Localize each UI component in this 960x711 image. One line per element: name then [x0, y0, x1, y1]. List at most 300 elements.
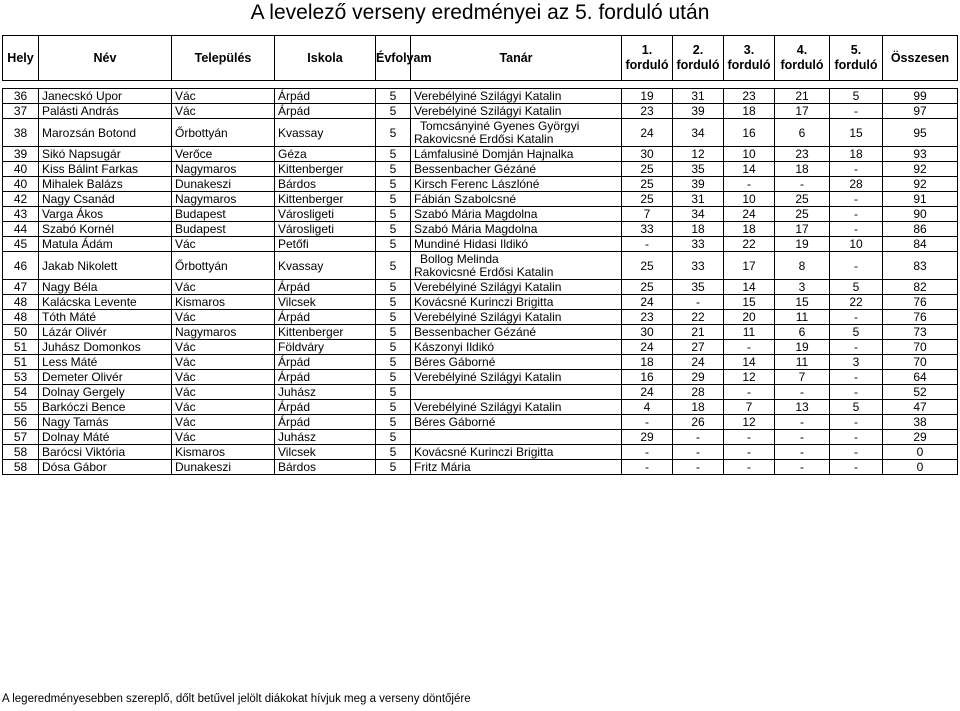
cell-round-5: -	[830, 207, 883, 222]
cell-round-4: 18	[775, 162, 830, 177]
cell-round-3: -	[724, 430, 775, 445]
cell-tanar	[411, 295, 622, 310]
cell-osszesen: 38	[883, 415, 958, 430]
cell-telepules: Vác	[172, 310, 275, 325]
cell-evfolyam: 5	[376, 192, 411, 207]
cell-tanar	[411, 237, 622, 252]
cell-round-1: 24	[622, 340, 673, 355]
cell-osszesen: 0	[883, 445, 958, 460]
cell-tanar	[411, 207, 622, 222]
cell-hely: 55	[3, 400, 39, 415]
cell-evfolyam: 5	[376, 310, 411, 325]
teacher-name: Rakovicsné Erdősi Katalin	[414, 131, 554, 146]
cell-hely: 51	[3, 340, 39, 355]
cell-nev: Dolnay Gergely	[39, 385, 172, 400]
cell-hely: 48	[3, 310, 39, 325]
cell-hely: 42	[3, 192, 39, 207]
header-iskola: Iskola	[275, 36, 376, 81]
teacher-name: Szabó Mária Magdolna	[414, 221, 538, 236]
cell-round-2: 35	[673, 280, 724, 295]
cell-nev: Barkóczi Bence	[39, 400, 172, 415]
cell-iskola: Kittenberger	[275, 162, 376, 177]
teacher-name: Verebélyiné Szilágyi Katalin	[414, 103, 562, 118]
cell-osszesen: 76	[883, 310, 958, 325]
teacher-name: Kászonyi Ildikó	[414, 339, 495, 354]
table-row	[3, 355, 958, 370]
cell-round-2: 27	[673, 340, 724, 355]
cell-telepules: Nagymaros	[172, 162, 275, 177]
table-row	[3, 460, 958, 475]
cell-osszesen: 93	[883, 147, 958, 162]
cell-round-1: 24	[622, 295, 673, 310]
cell-telepules: Dunakeszi	[172, 177, 275, 192]
cell-round-5: -	[830, 340, 883, 355]
cell-hely: 39	[3, 147, 39, 162]
teacher-name: Bollog Melinda	[420, 251, 499, 266]
round-number: 3.	[743, 43, 755, 57]
table-row	[3, 415, 958, 430]
cell-hely: 45	[3, 237, 39, 252]
cell-telepules: Vác	[172, 415, 275, 430]
table-row	[3, 295, 958, 310]
table-row	[3, 119, 958, 147]
cell-round-2: -	[673, 445, 724, 460]
cell-tanar	[411, 252, 622, 280]
table-body	[3, 81, 958, 475]
cell-round-1: -	[622, 460, 673, 475]
cell-round-1: 25	[622, 192, 673, 207]
cell-round-3: -	[724, 385, 775, 400]
cell-round-2: 34	[673, 119, 724, 147]
teacher-name: Verebélyiné Szilágyi Katalin	[414, 279, 562, 294]
cell-round-4: 23	[775, 147, 830, 162]
header-hely: Hely	[3, 36, 39, 81]
cell-round-5: -	[830, 370, 883, 385]
cell-round-3: 11	[724, 325, 775, 340]
header-spacer-row	[3, 81, 958, 89]
cell-round-4: 19	[775, 237, 830, 252]
cell-round-1: 33	[622, 222, 673, 237]
cell-round-5: -	[830, 192, 883, 207]
teacher-name: Fábián Szabolcsné	[414, 191, 517, 206]
teacher-name: Szabó Mária Magdolna	[414, 206, 538, 221]
cell-round-3: 12	[724, 415, 775, 430]
round-word: forduló	[727, 58, 771, 72]
cell-round-5: 5	[830, 325, 883, 340]
cell-nev: Less Máté	[39, 355, 172, 370]
cell-round-3: 7	[724, 400, 775, 415]
cell-nev: Szabó Kornél	[39, 222, 172, 237]
cell-osszesen: 0	[883, 460, 958, 475]
cell-round-1: 25	[622, 252, 673, 280]
cell-round-1: 24	[622, 119, 673, 147]
round-word: forduló	[625, 58, 669, 72]
cell-round-4: -	[775, 415, 830, 430]
cell-iskola: Vilcsek	[275, 445, 376, 460]
cell-iskola: Kittenberger	[275, 325, 376, 340]
teacher-name: Bessenbacher Gézáné	[414, 324, 537, 339]
cell-round-2: -	[673, 295, 724, 310]
cell-evfolyam: 5	[376, 252, 411, 280]
cell-round-4: 13	[775, 400, 830, 415]
cell-hely: 40	[3, 162, 39, 177]
table-row	[3, 162, 958, 177]
cell-round-2: 18	[673, 222, 724, 237]
cell-nev: Dolnay Máté	[39, 430, 172, 445]
cell-round-3: -	[724, 445, 775, 460]
cell-iskola: Petőfi	[275, 237, 376, 252]
cell-iskola: Árpád	[275, 310, 376, 325]
cell-osszesen: 97	[883, 104, 958, 119]
cell-nev: Juhász Domonkos	[39, 340, 172, 355]
cell-round-1: 23	[622, 104, 673, 119]
cell-round-3: 10	[724, 147, 775, 162]
cell-nev: Janecskó Upor	[39, 89, 172, 104]
cell-tanar	[411, 430, 622, 445]
cell-hely: 56	[3, 415, 39, 430]
footnote: A legeredményesebben szereplő, dőlt betűvel jelölt diákokat hívjuk meg a verseny döntőjére	[2, 693, 471, 705]
cell-osszesen: 70	[883, 355, 958, 370]
cell-round-5: -	[830, 385, 883, 400]
cell-hely: 46	[3, 252, 39, 280]
cell-round-2: 33	[673, 237, 724, 252]
cell-round-1: 4	[622, 400, 673, 415]
cell-round-1: -	[622, 415, 673, 430]
cell-round-3: 24	[724, 207, 775, 222]
cell-osszesen: 76	[883, 295, 958, 310]
cell-round-5: -	[830, 104, 883, 119]
cell-tanar	[411, 385, 622, 400]
teacher-name: Kovácsné Kurinczi Brigitta	[414, 444, 554, 459]
cell-telepules: Vác	[172, 355, 275, 370]
cell-tanar	[411, 400, 622, 415]
table-row	[3, 207, 958, 222]
cell-round-2: -	[673, 460, 724, 475]
cell-iskola: Földváry	[275, 340, 376, 355]
cell-round-5: -	[830, 445, 883, 460]
cell-round-5: -	[830, 222, 883, 237]
cell-tanar	[411, 355, 622, 370]
teacher-name: Bessenbacher Gézáné	[414, 161, 537, 176]
cell-osszesen: 90	[883, 207, 958, 222]
table-row	[3, 222, 958, 237]
cell-round-1: 30	[622, 325, 673, 340]
cell-evfolyam: 5	[376, 370, 411, 385]
cell-round-4: -	[775, 460, 830, 475]
cell-hely: 50	[3, 325, 39, 340]
cell-tanar	[411, 162, 622, 177]
cell-round-3: 14	[724, 280, 775, 295]
cell-evfolyam: 5	[376, 340, 411, 355]
cell-round-4: 3	[775, 280, 830, 295]
cell-round-5: 28	[830, 177, 883, 192]
teacher-name: Rakovicsné Erdősi Katalin	[414, 264, 554, 279]
cell-tanar	[411, 325, 622, 340]
cell-round-4: 6	[775, 119, 830, 147]
teacher-name: Lámfalusiné Domján Hajnalka	[414, 146, 574, 161]
cell-telepules: Őrbottyán	[172, 119, 275, 147]
cell-hely: 57	[3, 430, 39, 445]
cell-round-2: -	[673, 430, 724, 445]
cell-round-5: 5	[830, 280, 883, 295]
header-row	[3, 36, 958, 81]
cell-round-3: 15	[724, 295, 775, 310]
cell-tanar	[411, 147, 622, 162]
cell-iskola: Városligeti	[275, 207, 376, 222]
cell-osszesen: 99	[883, 89, 958, 104]
cell-round-4: 17	[775, 104, 830, 119]
cell-telepules: Vác	[172, 280, 275, 295]
cell-round-2: 22	[673, 310, 724, 325]
table-row	[3, 385, 958, 400]
cell-round-1: 29	[622, 430, 673, 445]
cell-tanar	[411, 340, 622, 355]
cell-evfolyam: 5	[376, 445, 411, 460]
header-osszesen: Összesen	[883, 36, 958, 81]
cell-iskola: Bárdos	[275, 177, 376, 192]
cell-telepules: Budapest	[172, 207, 275, 222]
cell-round-3: 20	[724, 310, 775, 325]
cell-round-4: -	[775, 385, 830, 400]
cell-hely: 58	[3, 460, 39, 475]
teacher-name: Kirsch Ferenc Lászlóné	[414, 176, 540, 191]
cell-nev: Kalácska Levente	[39, 295, 172, 310]
cell-round-5: 5	[830, 89, 883, 104]
results-table	[2, 35, 958, 475]
cell-round-5: -	[830, 430, 883, 445]
cell-telepules: Vác	[172, 104, 275, 119]
cell-round-5: 10	[830, 237, 883, 252]
cell-evfolyam: 5	[376, 400, 411, 415]
cell-round-2: 29	[673, 370, 724, 385]
cell-round-1: 19	[622, 89, 673, 104]
cell-hely: 37	[3, 104, 39, 119]
cell-osszesen: 64	[883, 370, 958, 385]
cell-round-5: 5	[830, 400, 883, 415]
round-number: 1.	[641, 43, 653, 57]
table-row	[3, 445, 958, 460]
cell-iskola: Kittenberger	[275, 192, 376, 207]
cell-round-3: 18	[724, 104, 775, 119]
cell-round-1: 25	[622, 177, 673, 192]
cell-tanar	[411, 310, 622, 325]
cell-evfolyam: 5	[376, 460, 411, 475]
cell-evfolyam: 5	[376, 177, 411, 192]
cell-round-1: 24	[622, 385, 673, 400]
cell-telepules: Budapest	[172, 222, 275, 237]
cell-tanar	[411, 177, 622, 192]
cell-hely: 47	[3, 280, 39, 295]
cell-nev: Demeter Olivér	[39, 370, 172, 385]
cell-nev: Sikó Napsugár	[39, 147, 172, 162]
cell-evfolyam: 5	[376, 355, 411, 370]
cell-osszesen: 82	[883, 280, 958, 295]
cell-hely: 36	[3, 89, 39, 104]
cell-round-4: -	[775, 445, 830, 460]
cell-iskola: Árpád	[275, 400, 376, 415]
teacher-name: Verebélyiné Szilágyi Katalin	[414, 309, 562, 324]
cell-nev: Matula Ádám	[39, 237, 172, 252]
cell-round-2: 21	[673, 325, 724, 340]
cell-round-3: 16	[724, 119, 775, 147]
cell-telepules: Dunakeszi	[172, 460, 275, 475]
round-word: forduló	[676, 58, 720, 72]
cell-round-1: 7	[622, 207, 673, 222]
cell-evfolyam: 5	[376, 430, 411, 445]
cell-evfolyam: 5	[376, 162, 411, 177]
cell-telepules: Nagymaros	[172, 325, 275, 340]
cell-osszesen: 70	[883, 340, 958, 355]
cell-telepules: Vác	[172, 340, 275, 355]
teacher-name: Verebélyiné Szilágyi Katalin	[414, 399, 562, 414]
cell-round-4: 11	[775, 310, 830, 325]
cell-round-2: 31	[673, 192, 724, 207]
cell-telepules: Vác	[172, 400, 275, 415]
round-number: 4.	[796, 43, 808, 57]
cell-round-5: 18	[830, 147, 883, 162]
cell-round-3: -	[724, 340, 775, 355]
header-nev: Név	[39, 36, 172, 81]
cell-tanar	[411, 119, 622, 147]
cell-osszesen: 84	[883, 237, 958, 252]
spacer-cell	[3, 81, 958, 89]
cell-round-4: 11	[775, 355, 830, 370]
cell-telepules: Vác	[172, 89, 275, 104]
cell-nev: Nagy Csanád	[39, 192, 172, 207]
cell-round-2: 28	[673, 385, 724, 400]
cell-round-2: 12	[673, 147, 724, 162]
cell-osszesen: 86	[883, 222, 958, 237]
cell-round-4: 15	[775, 295, 830, 310]
cell-round-1: 16	[622, 370, 673, 385]
cell-evfolyam: 5	[376, 207, 411, 222]
cell-telepules: Vác	[172, 370, 275, 385]
cell-iskola: Árpád	[275, 415, 376, 430]
cell-tanar	[411, 445, 622, 460]
cell-evfolyam: 5	[376, 295, 411, 310]
cell-round-4: 25	[775, 192, 830, 207]
table-row	[3, 400, 958, 415]
cell-evfolyam: 5	[376, 89, 411, 104]
cell-tanar	[411, 415, 622, 430]
cell-telepules: Őrbottyán	[172, 252, 275, 280]
cell-evfolyam: 5	[376, 415, 411, 430]
round-number: 5.	[850, 43, 862, 57]
cell-round-3: 23	[724, 89, 775, 104]
cell-round-4: 25	[775, 207, 830, 222]
cell-round-4: 17	[775, 222, 830, 237]
cell-osszesen: 91	[883, 192, 958, 207]
cell-round-4: -	[775, 177, 830, 192]
table-row	[3, 430, 958, 445]
cell-iskola: Géza	[275, 147, 376, 162]
cell-round-5: -	[830, 162, 883, 177]
cell-round-5: -	[830, 460, 883, 475]
table-row	[3, 192, 958, 207]
table-row	[3, 325, 958, 340]
cell-round-3: -	[724, 177, 775, 192]
table-row	[3, 370, 958, 385]
cell-hely: 48	[3, 295, 39, 310]
cell-tanar	[411, 280, 622, 295]
cell-iskola: Juhász	[275, 385, 376, 400]
cell-tanar	[411, 222, 622, 237]
cell-nev: Dósa Gábor	[39, 460, 172, 475]
cell-osszesen: 73	[883, 325, 958, 340]
cell-round-1: 30	[622, 147, 673, 162]
header-round-2	[673, 36, 724, 81]
cell-round-3: 17	[724, 252, 775, 280]
cell-round-2: 26	[673, 415, 724, 430]
header-tanar: Tanár	[411, 36, 622, 81]
cell-round-4: 8	[775, 252, 830, 280]
cell-iskola: Juhász	[275, 430, 376, 445]
cell-telepules: Vác	[172, 430, 275, 445]
cell-evfolyam: 5	[376, 119, 411, 147]
cell-telepules: Verőce	[172, 147, 275, 162]
cell-nev: Nagy Béla	[39, 280, 172, 295]
cell-nev: Lázár Olivér	[39, 325, 172, 340]
table-row	[3, 310, 958, 325]
cell-round-1: -	[622, 237, 673, 252]
cell-hely: 53	[3, 370, 39, 385]
cell-round-2: 39	[673, 104, 724, 119]
cell-iskola: Kvassay	[275, 252, 376, 280]
teacher-name: Fritz Mária	[414, 459, 471, 474]
cell-iskola: Árpád	[275, 104, 376, 119]
cell-nev: Kiss Bálint Farkas	[39, 162, 172, 177]
teacher-name: Verebélyiné Szilágyi Katalin	[414, 369, 562, 384]
teacher-name: Mundiné Hidasi Ildikó	[414, 236, 529, 251]
cell-round-4: -	[775, 430, 830, 445]
cell-round-3: 10	[724, 192, 775, 207]
table-header	[3, 36, 958, 81]
cell-telepules: Kismaros	[172, 295, 275, 310]
cell-round-3: 12	[724, 370, 775, 385]
table-row	[3, 89, 958, 104]
cell-round-2: 34	[673, 207, 724, 222]
cell-hely: 51	[3, 355, 39, 370]
cell-nev: Palásti András	[39, 104, 172, 119]
cell-round-5: 3	[830, 355, 883, 370]
cell-round-1: 25	[622, 280, 673, 295]
cell-nev: Nagy Tamás	[39, 415, 172, 430]
cell-iskola: Kvassay	[275, 119, 376, 147]
cell-round-2: 24	[673, 355, 724, 370]
cell-nev: Tóth Máté	[39, 310, 172, 325]
cell-round-2: 31	[673, 89, 724, 104]
cell-iskola: Bárdos	[275, 460, 376, 475]
cell-round-5: 15	[830, 119, 883, 147]
teacher-name: Tomcsányiné Gyenes Györgyi	[420, 118, 580, 133]
cell-evfolyam: 5	[376, 222, 411, 237]
table-row	[3, 104, 958, 119]
header-round-3	[724, 36, 775, 81]
cell-nev: Mihalek Balázs	[39, 177, 172, 192]
cell-hely: 58	[3, 445, 39, 460]
page-title: A levelező verseny eredményei az 5. forduló után	[250, 1, 710, 24]
cell-round-5: -	[830, 252, 883, 280]
table-row	[3, 340, 958, 355]
cell-nev: Jakab Nikolett	[39, 252, 172, 280]
cell-iskola: Árpád	[275, 355, 376, 370]
cell-iskola: Árpád	[275, 280, 376, 295]
cell-evfolyam: 5	[376, 237, 411, 252]
cell-osszesen: 52	[883, 385, 958, 400]
cell-round-1: -	[622, 445, 673, 460]
cell-telepules: Vác	[172, 385, 275, 400]
table-row	[3, 280, 958, 295]
